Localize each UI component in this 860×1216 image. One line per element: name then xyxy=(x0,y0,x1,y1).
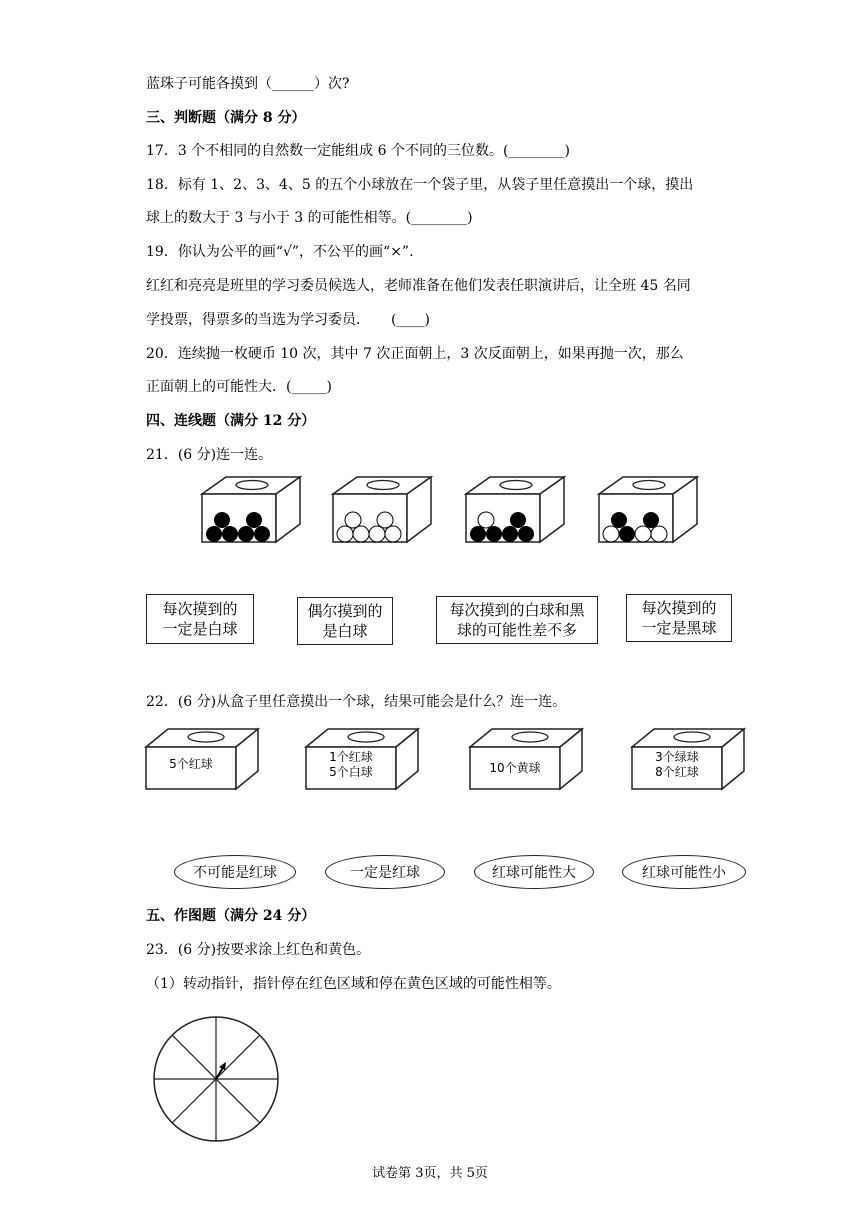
q22-box-3-text xyxy=(470,760,560,776)
q22-box-4-text xyxy=(632,750,722,780)
q22-box-3 xyxy=(468,727,584,791)
q21-label-3[interactable] xyxy=(436,596,598,644)
q21-label-2[interactable] xyxy=(297,597,393,645)
question-22: 22．(6 分)从盒子里任意摸出一个球，结果可能会是什么？连一连。 xyxy=(146,694,567,710)
q21-label-1[interactable] xyxy=(146,594,254,644)
question-20-line1: 20．连续抛一枚硬币 10 次，其中 7 次正面朝上，3 次反面朝上，如果再抛一次，那么 xyxy=(146,346,684,362)
section-5-heading: 五、作图题（满分 24 分） xyxy=(146,908,316,924)
q21-label-4[interactable] xyxy=(626,594,732,642)
q22-box-1-text xyxy=(146,756,236,772)
ball-box-2 xyxy=(327,474,437,546)
q22-box-4-line2: 8个红球 xyxy=(655,765,699,779)
page-footer: 试卷第 3页，共 5页 xyxy=(372,1166,488,1181)
question-19-line2: 红红和亮亮是班里的学习委员候选人，老师准备在他们发表任职演讲后，让全班 45 名同 xyxy=(146,278,691,294)
question-21: 21．(6 分)连一连。 xyxy=(146,447,273,463)
q21-label-3-line2: 球的可能性差不多 xyxy=(456,621,577,639)
ball-box-1 xyxy=(196,474,306,546)
section-3-heading: 三、判断题（满分 8 分） xyxy=(146,110,306,126)
q22-box-4-line1: 3个绿球 xyxy=(655,750,699,764)
q21-label-2-line2: 是白球 xyxy=(322,622,368,640)
q21-label-2-line1: 偶尔摸到的 xyxy=(307,602,383,620)
question-19-line1: 19．你认为公平的画“√”，不公平的画“×”. xyxy=(146,244,414,260)
q22-box-1-line1: 5个红球 xyxy=(169,757,213,771)
spinner-circle[interactable] xyxy=(150,1013,282,1145)
ball-box-3 xyxy=(460,474,570,546)
section-4-heading: 四、连线题（满分 12 分） xyxy=(146,413,316,429)
question-23-part1: （1）转动指针，指针停在红色区域和停在黄色区域的可能性相等。 xyxy=(146,976,561,992)
ball-box-4 xyxy=(593,474,703,546)
q22-oval-4[interactable]: 红球可能性小 xyxy=(622,855,746,889)
q22-box-3-line1: 10个黄球 xyxy=(489,761,541,775)
q22-oval-2[interactable]: 一定是红球 xyxy=(325,855,445,889)
q22-box-2-text xyxy=(306,750,396,780)
question-19-line3: 学投票，得票多的当选为学习委员． (____) xyxy=(146,312,430,328)
q22-box-2-line2: 5个白球 xyxy=(329,765,373,779)
q22-oval-3[interactable]: 红球可能性大 xyxy=(474,855,594,889)
q21-label-3-line1: 每次摸到的白球和黑 xyxy=(449,601,585,619)
q21-label-1-line2: 一定是白球 xyxy=(162,620,238,638)
question-16-tail: 蓝珠子可能各摸到（______）次? xyxy=(146,76,350,92)
question-20-line2: 正面朝上的可能性大．(_____) xyxy=(146,379,332,395)
q21-label-4-line1: 每次摸到的 xyxy=(641,599,717,617)
q22-oval-1[interactable]: 不可能是红球 xyxy=(174,855,296,889)
q22-box-2-line1: 1个红球 xyxy=(329,750,373,764)
q21-label-4-line2: 一定是黑球 xyxy=(641,619,717,637)
question-18-line2: 球上的数大于 3 与小于 3 的可能性相等。(________) xyxy=(146,210,473,226)
question-18-line1: 18．标有 1、2、3、4、5 的五个小球放在一个袋子里，从袋子里任意摸出一个球，摸出 xyxy=(146,177,694,193)
q21-label-1-line1: 每次摸到的 xyxy=(162,600,238,618)
question-23: 23．(6 分)按要求涂上红色和黄色。 xyxy=(146,942,371,958)
question-17: 17．3 个不相同的自然数一定能组成 6 个不同的三位数。(________) xyxy=(146,143,570,159)
